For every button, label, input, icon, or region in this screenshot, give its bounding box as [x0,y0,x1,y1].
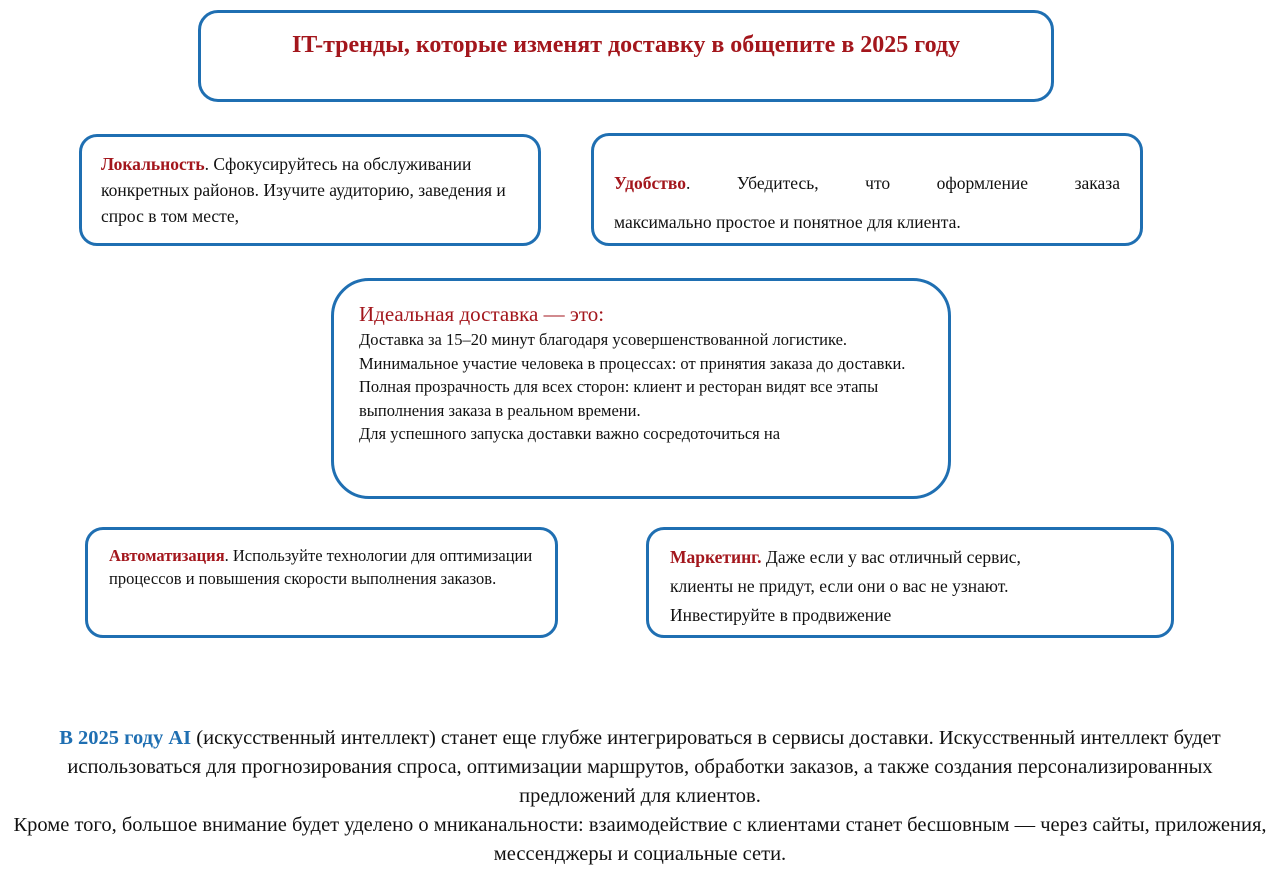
marketing-line-2: клиенты не придут, если они о вас не узнают. [670,576,1009,596]
title-box [198,10,1054,102]
omnichannel-paragraph: Кроме того, большое внимание будет уделено о мниканальности: взаимодействие с клиентами станет бесшовным — через сайты, приложения, мессенджеры и социальные сети. [13,814,1267,865]
marketing-text-1: Даже если у вас отличный сервис, [761,547,1021,567]
locality-heading: Локальность [101,154,205,174]
locality-box [79,134,541,246]
bottom-text [8,724,1272,869]
ideal-delivery-list [359,328,908,478]
page-title: IT-тренды, которые изменят доставку в общепите в 2025 году [291,31,961,58]
automation-box [85,527,558,638]
ai-lead: В 2025 году AI [59,727,192,749]
ideal-delivery-item: Полная прозрачность для всех сторон: клиент и ресторан видят все этапы выполнения заказа в реальном времени. [359,377,879,420]
ideal-delivery-box [331,278,951,499]
automation-heading: Автоматизация [109,546,225,565]
ideal-delivery-item: Минимальное участие человека в процессах: от принятия заказа до доставки. [359,353,906,373]
convenience-word-3: оформление [936,173,1029,193]
marketing-line-3: Инвестируйте в продвижение [670,605,892,625]
convenience-box [591,133,1143,246]
convenience-word-2: что [865,173,891,193]
convenience-line-2: максимально простое и понятное для клиента. [614,212,961,232]
ideal-delivery-item: Доставка за 15–20 минут благодаря усовершенствованной логистике. [359,330,848,349]
ideal-delivery-item: Для успешного запуска доставки важно сосредоточиться на [359,424,781,443]
marketing-line-1 [670,543,1153,572]
convenience-heading: Удобство [614,173,686,193]
ai-text: (искусственный интеллект) станет еще глубже интегрироваться в сервисы доставки. Искусственный интеллект будет использоваться для прогнозирования спроса, оптимизации маршрутов, обработки заказов, а также создания персонализированных предложений для клиентов. [67,727,1221,807]
ideal-delivery-heading: Идеальная доставка — это: [359,302,605,326]
convenience-line-1 [614,164,1120,203]
convenience-punct: . [685,173,691,193]
marketing-box [646,527,1174,638]
locality-text: . Сфокусируйтесь на обслуживании конкретных районов. Изучите аудиторию, заведения и спрос в том месте, [101,154,506,226]
automation-text: . Используйте технологии для оптимизации процессов и повышения скорости выполнения заказов. [109,546,533,588]
ai-paragraph [8,724,1272,811]
convenience-word-4: заказа [1074,173,1120,193]
convenience-word-1: Убедитесь, [736,173,819,193]
marketing-heading: Маркетинг. [670,547,762,567]
